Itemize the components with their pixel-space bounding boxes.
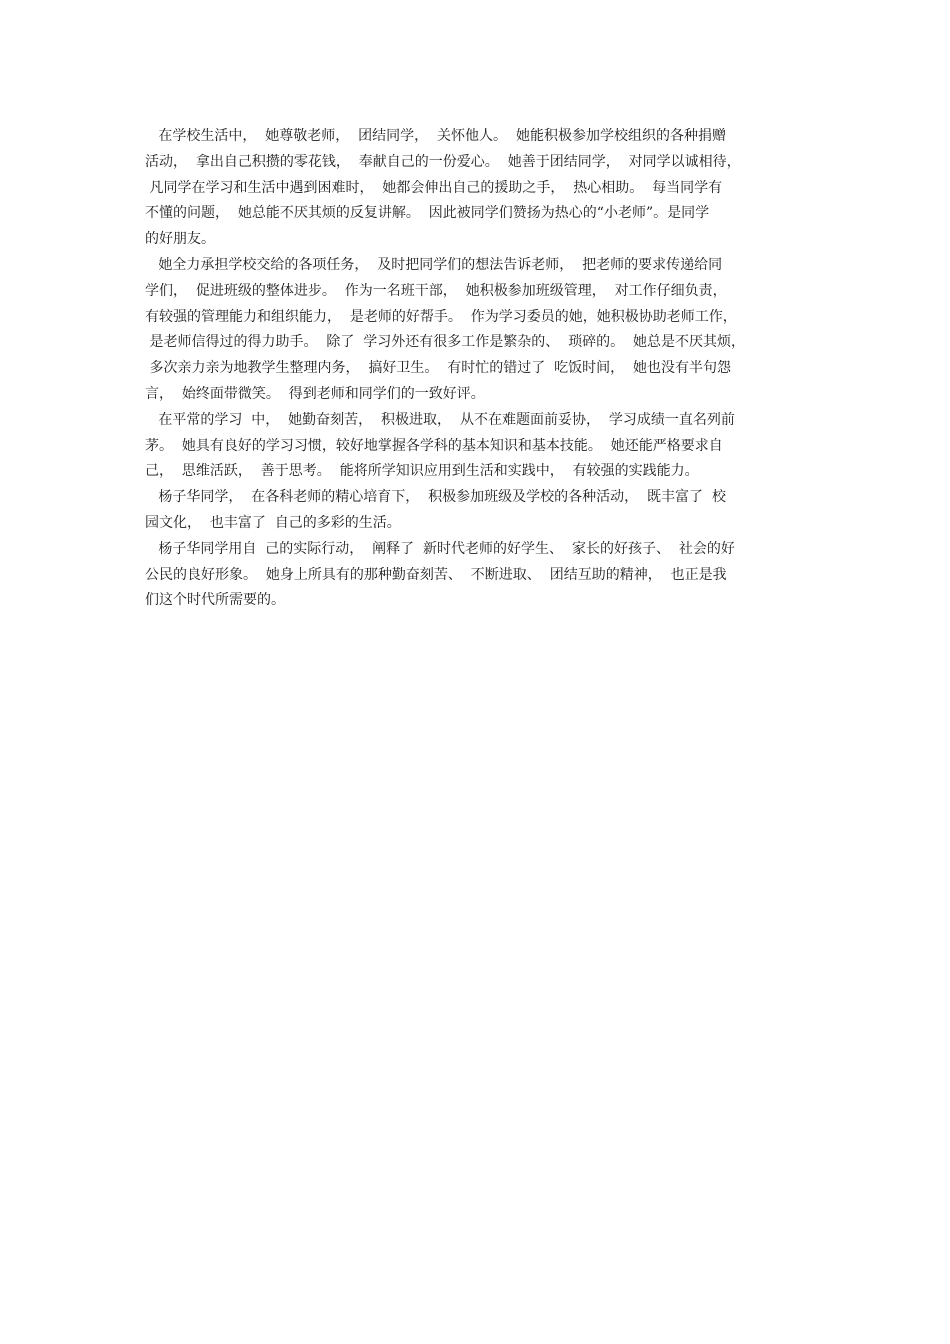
text-line: 的好朋友。 bbox=[145, 231, 215, 248]
text-line: 公民的良好形象。 她身上所具有的那种勤奋刻苦、 不断进取、 团结互助的精神， 也正是我 bbox=[145, 566, 727, 583]
text-line: 多次亲力亲为地教学生整理内务， 搞好卫生。 有时忙的错过了 吃饭时间， 她也没有半句怨 bbox=[145, 360, 732, 377]
text-line: 凡同学在学习和生活中遇到困难时， 她都会伸出自己的援助之手， 热心相助。 每当同学有 bbox=[145, 179, 723, 196]
text-line: 茅。 她具有良好的学习习惯，较好地掌握各学科的基本知识和基本技能。 她还能严格要求自 bbox=[145, 437, 723, 454]
text-line: 们这个时代所需要的。 bbox=[145, 592, 285, 609]
text-line: 言， 始终面带微笑。 得到老师和同学们的一致好评。 bbox=[145, 385, 485, 402]
text-line: 园文化， 也丰富了 自己的多彩的生活。 bbox=[145, 514, 401, 531]
text-line: 她全力承担学校交给的各项任务， 及时把同学们的想法告诉老师， 把老师的要求传递给同 bbox=[145, 256, 723, 273]
text-line: 杨子华同学用自 己的实际行动， 阐释了 新时代老师的好学生、 家长的好孩子、 社会的好 bbox=[145, 540, 735, 557]
text-line: 有较强的管理能力和组织能力， 是老师的好帮手。 作为学习委员的她，她积极协助老师工作， bbox=[145, 308, 737, 325]
text-line: 不懂的问题， 她总能不厌其烦的反复讲解。 因此被同学们赞扬为热心的“小老师”。是同学 bbox=[145, 205, 710, 222]
text-line: 学们， 促进班级的整体进步。 作为一名班干部， 她积极参加班级管理， 对工作仔细负责， bbox=[145, 282, 727, 299]
text-line: 己， 思维活跃， 善于思考。 能将所学知识应用到生活和实践中， 有较强的实践能力。 bbox=[145, 463, 699, 480]
document-body bbox=[145, 124, 815, 614]
text-line: 杨子华同学， 在各科老师的精心培育下， 积极参加班级及学校的各种活动， 既丰富了 校 bbox=[145, 489, 726, 506]
text-line: 在平常的学习 中， 她勤奋刻苦， 积极进取， 从不在难题面前妥协， 学习成绩一直名列前 bbox=[145, 411, 735, 428]
text-line: 在学校生活中， 她尊敬老师， 团结同学， 关怀他人。 她能积极参加学校组织的各种捐赠 bbox=[145, 128, 726, 144]
text-line: 活动， 拿出自己积攒的零花钱， 奉献自己的一份爱心。 她善于团结同学， 对同学以诚相待， bbox=[145, 153, 741, 170]
text-line: 是老师信得过的得力助手。 除了 学习外还有很多工作是繁杂的、 琐碎的。 她总是不厌其烦， bbox=[145, 334, 746, 351]
